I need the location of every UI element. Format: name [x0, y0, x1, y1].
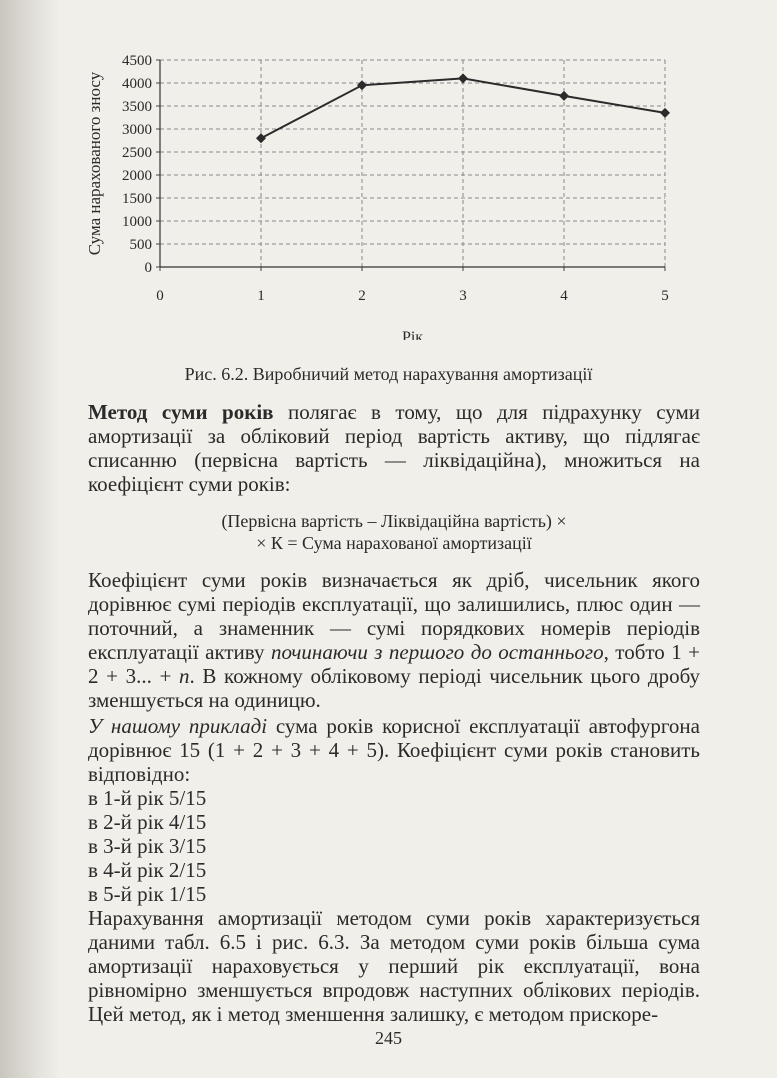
y-tick-label: 3500 — [122, 99, 152, 115]
data-point — [559, 91, 569, 101]
list-item: в 2-й рік 4/15 — [88, 810, 207, 834]
y-tick-label: 3000 — [122, 122, 152, 138]
year-coefficient-list — [88, 786, 700, 906]
paragraph-3-italic: У нашому прикладі — [88, 714, 268, 738]
paragraph-sum-of-years — [88, 400, 700, 496]
y-tick-label: 0 — [144, 260, 152, 276]
y-tick-label: 2500 — [122, 145, 152, 161]
data-point — [660, 108, 670, 118]
y-tick-label: 4500 — [122, 53, 152, 69]
paragraph-example — [88, 714, 700, 786]
paragraph-3-text: сума років корисної експлуатації автофургона дорівнює 15 (1 + 2 + 3 + 4 + 5). Коефіцієнт суми років становить відповідно: — [88, 714, 700, 786]
paragraph-2-text-c: . В кожному обліковому періоді чисельник цього дробу зменшується на одиницю. — [88, 664, 701, 712]
y-tick-label: 2000 — [122, 168, 152, 184]
data-point — [256, 133, 266, 143]
x-tick-label: 4 — [560, 288, 568, 304]
y-axis-label: Сума нарахованого зносу — [85, 71, 104, 256]
paragraph-2-text-b: , тобто 1 + 2 + 3... + — [88, 640, 701, 688]
chart-svg — [70, 40, 690, 340]
paragraph-1-text: полягає в тому, що для підрахунку суми амортизації за обліковий період вартість активу, що підлягає списанню (первісна вартість — ліквідаційна), множиться на коефіцієнт суми років: — [88, 400, 700, 496]
formula-line-2: × К = Сума нарахованої амортизації — [256, 533, 532, 553]
y-tick-label: 4000 — [122, 76, 152, 92]
y-tick-label: 500 — [129, 237, 152, 253]
term-sum-of-years: Метод суми років — [88, 400, 274, 424]
page-number: 245 — [375, 1028, 402, 1048]
list-item: в 5-й рік 1/15 — [88, 882, 207, 906]
list-item: в 1-й рік 5/15 — [88, 786, 207, 810]
list-item: в 4-й рік 2/15 — [88, 858, 207, 882]
x-tick-label: 1 — [257, 288, 265, 304]
x-tick-label: 5 — [661, 288, 669, 304]
data-point — [357, 80, 367, 90]
paragraph-2-italic-a: починаючи з першого до останнього — [270, 640, 604, 664]
x-axis-label: Рік — [401, 329, 424, 340]
y-tick-label: 1500 — [122, 191, 152, 207]
body-text — [88, 400, 700, 1026]
paragraph-2-text-a: Коефіцієнт суми років визначається як дріб, чисельник якого дорівнює сумі періодів експлуатації, що залишились, плюс один — поточний, а знаменник — сумі порядкових номерів періодів експлуатації активу — [88, 568, 700, 664]
y-tick-label: 1000 — [122, 214, 152, 230]
x-tick-label: 2 — [358, 288, 366, 304]
figure-caption: Рис. 6.2. Виробничий метод нарахування амортизації — [184, 364, 593, 384]
paragraph-conclusion: Нарахування амортизації методом суми років характеризується даними табл. 6.5 і рис. 6.3. За методом суми років більша сума амортизації нараховується у перший рік експлуатації, вона рівномірно зменшується впродовж наступних облікових періодів. Цей метод, як і метод зменшення залишку, є методом прискоре- — [88, 906, 700, 1026]
data-point — [458, 73, 468, 83]
formula-line-1: (Первісна вартість – Ліквідаційна вартість) × — [221, 511, 567, 531]
formula — [88, 510, 700, 554]
x-tick-label: 3 — [459, 288, 467, 304]
line-chart — [70, 40, 690, 340]
paragraph-coefficient — [88, 568, 700, 712]
page-edge-shadow — [0, 0, 60, 1078]
list-item: в 3-й рік 3/15 — [88, 834, 207, 858]
paragraph-2-italic-n: n — [179, 664, 190, 688]
x-tick-label: 0 — [156, 288, 164, 304]
